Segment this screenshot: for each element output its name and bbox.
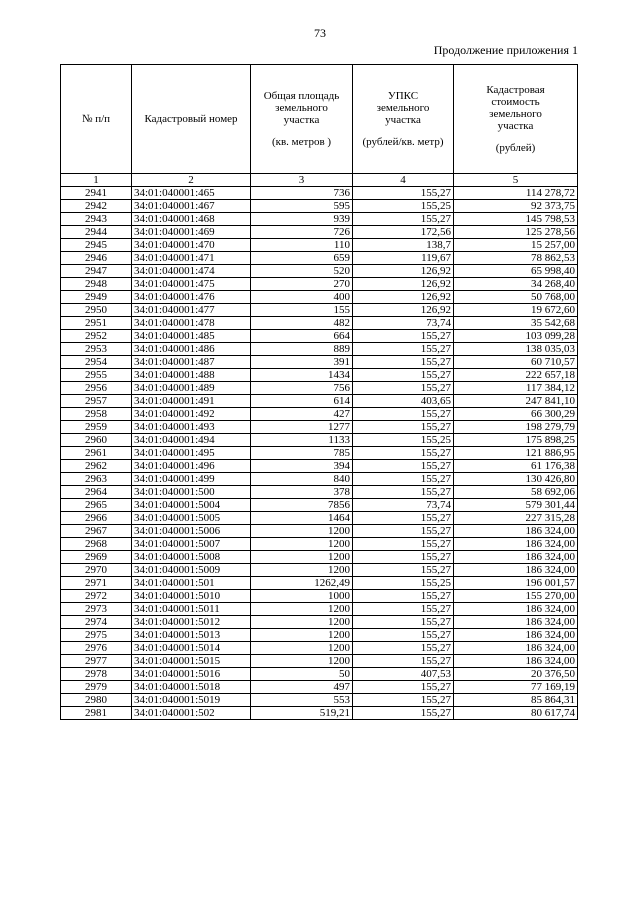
column-number: 5 [454, 174, 578, 187]
cadastral-table [60, 64, 578, 720]
land-area: 1200 [251, 616, 353, 629]
land-area: 110 [251, 239, 353, 252]
upks-value: 403,65 [353, 395, 454, 408]
upks-value: 155,27 [353, 642, 454, 655]
row-index: 2954 [61, 356, 132, 369]
upks-value: 155,27 [353, 707, 454, 720]
cadastral-value: 77 169,19 [454, 681, 578, 694]
upks-value: 155,25 [353, 200, 454, 213]
table-row [61, 278, 578, 291]
upks-value: 73,74 [353, 499, 454, 512]
land-area: 726 [251, 226, 353, 239]
row-index: 2958 [61, 408, 132, 421]
upks-value: 155,27 [353, 343, 454, 356]
upks-value: 126,92 [353, 304, 454, 317]
row-index: 2956 [61, 382, 132, 395]
table-row [61, 707, 578, 720]
header-text: участка [283, 114, 320, 126]
land-area: 519,21 [251, 707, 353, 720]
table-row [61, 564, 578, 577]
row-index: 2952 [61, 330, 132, 343]
header-cadastral-value [454, 65, 578, 174]
header-text: стоимость [491, 96, 540, 108]
land-area: 595 [251, 200, 353, 213]
cadastral-number: 34:01:040001:5009 [132, 564, 251, 577]
header-unit: (рублей/кв. метр) [362, 136, 444, 148]
cadastral-value: 186 324,00 [454, 629, 578, 642]
row-index: 2953 [61, 343, 132, 356]
upks-value: 155,27 [353, 590, 454, 603]
cadastral-value: 92 373,75 [454, 200, 578, 213]
land-area: 391 [251, 356, 353, 369]
table-row [61, 213, 578, 226]
cadastral-value: 186 324,00 [454, 655, 578, 668]
row-index: 2977 [61, 655, 132, 668]
cadastral-value: 186 324,00 [454, 538, 578, 551]
row-index: 2948 [61, 278, 132, 291]
cadastral-number: 34:01:040001:5010 [132, 590, 251, 603]
cadastral-value: 66 300,29 [454, 408, 578, 421]
upks-value: 155,27 [353, 447, 454, 460]
table-row [61, 252, 578, 265]
table-row [61, 655, 578, 668]
cadastral-value: 65 998,40 [454, 265, 578, 278]
upks-value: 155,27 [353, 681, 454, 694]
row-index: 2970 [61, 564, 132, 577]
cadastral-number: 34:01:040001:502 [132, 707, 251, 720]
header-text: участка [385, 114, 421, 126]
table-row [61, 499, 578, 512]
table-row [61, 187, 578, 200]
header-unit: (кв. метров ) [271, 136, 332, 148]
land-area: 785 [251, 447, 353, 460]
cadastral-number: 34:01:040001:485 [132, 330, 251, 343]
cadastral-value: 222 657,18 [454, 369, 578, 382]
cadastral-number: 34:01:040001:487 [132, 356, 251, 369]
cadastral-value: 103 099,28 [454, 330, 578, 343]
table-row [61, 265, 578, 278]
upks-value: 155,27 [353, 629, 454, 642]
row-index: 2975 [61, 629, 132, 642]
table-body [61, 187, 578, 720]
upks-value: 407,53 [353, 668, 454, 681]
upks-value: 155,27 [353, 512, 454, 525]
table-row [61, 603, 578, 616]
upks-value: 155,27 [353, 356, 454, 369]
table-row [61, 681, 578, 694]
header-text: № п/п [81, 113, 111, 125]
cadastral-number: 34:01:040001:486 [132, 343, 251, 356]
cadastral-value: 80 617,74 [454, 707, 578, 720]
column-number: 3 [251, 174, 353, 187]
land-area: 840 [251, 473, 353, 486]
row-index: 2976 [61, 642, 132, 655]
upks-value: 126,92 [353, 278, 454, 291]
upks-value: 155,27 [353, 473, 454, 486]
cadastral-number: 34:01:040001:467 [132, 200, 251, 213]
land-area: 1200 [251, 525, 353, 538]
cadastral-number: 34:01:040001:478 [132, 317, 251, 330]
land-area: 736 [251, 187, 353, 200]
row-index: 2951 [61, 317, 132, 330]
cadastral-number: 34:01:040001:494 [132, 434, 251, 447]
upks-value: 155,27 [353, 551, 454, 564]
cadastral-number: 34:01:040001:500 [132, 486, 251, 499]
cadastral-value: 186 324,00 [454, 564, 578, 577]
cadastral-number: 34:01:040001:495 [132, 447, 251, 460]
cadastral-number: 34:01:040001:5005 [132, 512, 251, 525]
row-index: 2968 [61, 538, 132, 551]
cadastral-value: 196 001,57 [454, 577, 578, 590]
cadastral-number: 34:01:040001:5007 [132, 538, 251, 551]
header-text: УПКС [387, 90, 419, 102]
row-index: 2959 [61, 421, 132, 434]
cadastral-number: 34:01:040001:475 [132, 278, 251, 291]
cadastral-value: 61 176,38 [454, 460, 578, 473]
upks-value: 126,92 [353, 265, 454, 278]
upks-value: 172,56 [353, 226, 454, 239]
cadastral-value: 34 268,40 [454, 278, 578, 291]
land-area: 664 [251, 330, 353, 343]
header-text: земельного [376, 102, 430, 114]
land-area: 1000 [251, 590, 353, 603]
cadastral-number: 34:01:040001:465 [132, 187, 251, 200]
cadastral-number: 34:01:040001:499 [132, 473, 251, 486]
cadastral-value: 125 278,56 [454, 226, 578, 239]
upks-value: 155,27 [353, 486, 454, 499]
cadastral-value: 85 864,31 [454, 694, 578, 707]
upks-value: 155,27 [353, 616, 454, 629]
upks-value: 155,27 [353, 525, 454, 538]
table-row [61, 447, 578, 460]
upks-value: 155,27 [353, 330, 454, 343]
cadastral-value: 145 798,53 [454, 213, 578, 226]
row-index: 2941 [61, 187, 132, 200]
upks-value: 155,27 [353, 694, 454, 707]
row-index: 2945 [61, 239, 132, 252]
table-row [61, 538, 578, 551]
upks-value: 155,27 [353, 655, 454, 668]
cadastral-number: 34:01:040001:5015 [132, 655, 251, 668]
table-row [61, 369, 578, 382]
cadastral-value: 60 710,57 [454, 356, 578, 369]
row-index: 2964 [61, 486, 132, 499]
table-row [61, 226, 578, 239]
cadastral-number: 34:01:040001:491 [132, 395, 251, 408]
cadastral-number: 34:01:040001:5008 [132, 551, 251, 564]
row-index: 2969 [61, 551, 132, 564]
table-row [61, 291, 578, 304]
row-index: 2943 [61, 213, 132, 226]
row-index: 2947 [61, 265, 132, 278]
header-area [251, 65, 353, 174]
cadastral-value: 78 862,53 [454, 252, 578, 265]
row-index: 2980 [61, 694, 132, 707]
row-index: 2950 [61, 304, 132, 317]
page-number: 73 [314, 26, 326, 40]
table-row [61, 434, 578, 447]
cadastral-number: 34:01:040001:470 [132, 239, 251, 252]
cadastral-number: 34:01:040001:488 [132, 369, 251, 382]
row-index: 2955 [61, 369, 132, 382]
table-row [61, 356, 578, 369]
land-area: 614 [251, 395, 353, 408]
cadastral-number: 34:01:040001:5019 [132, 694, 251, 707]
row-index: 2974 [61, 616, 132, 629]
land-area: 1200 [251, 642, 353, 655]
table-row [61, 304, 578, 317]
upks-value: 119,67 [353, 252, 454, 265]
cadastral-value: 247 841,10 [454, 395, 578, 408]
cadastral-number: 34:01:040001:471 [132, 252, 251, 265]
header-text: Общая площадь [263, 90, 340, 102]
header-index [61, 65, 132, 174]
table-row [61, 512, 578, 525]
table-row [61, 239, 578, 252]
cadastral-value: 186 324,00 [454, 603, 578, 616]
cadastral-value: 58 692,06 [454, 486, 578, 499]
cadastral-value: 50 768,00 [454, 291, 578, 304]
upks-value: 155,27 [353, 538, 454, 551]
row-index: 2942 [61, 200, 132, 213]
table-row [61, 460, 578, 473]
table-row [61, 694, 578, 707]
land-area: 1200 [251, 655, 353, 668]
cadastral-number: 34:01:040001:5018 [132, 681, 251, 694]
land-area: 427 [251, 408, 353, 421]
cadastral-value: 121 886,95 [454, 447, 578, 460]
cadastral-number: 34:01:040001:489 [132, 382, 251, 395]
upks-value: 155,27 [353, 382, 454, 395]
land-area: 1277 [251, 421, 353, 434]
land-area: 1133 [251, 434, 353, 447]
cadastral-value: 117 384,12 [454, 382, 578, 395]
land-area: 889 [251, 343, 353, 356]
upks-value: 155,27 [353, 213, 454, 226]
row-index: 2960 [61, 434, 132, 447]
header-text: Кадастровый номер [144, 113, 238, 125]
cadastral-number: 34:01:040001:493 [132, 421, 251, 434]
cadastral-number: 34:01:040001:474 [132, 265, 251, 278]
row-index: 2957 [61, 395, 132, 408]
cadastral-value: 227 315,28 [454, 512, 578, 525]
land-area: 553 [251, 694, 353, 707]
upks-value: 155,27 [353, 408, 454, 421]
upks-value: 138,7 [353, 239, 454, 252]
land-area: 497 [251, 681, 353, 694]
land-area: 155 [251, 304, 353, 317]
cadastral-value: 15 257,00 [454, 239, 578, 252]
table-row [61, 395, 578, 408]
cadastral-value: 175 898,25 [454, 434, 578, 447]
header-text: участка [497, 120, 534, 132]
cadastral-number: 34:01:040001:469 [132, 226, 251, 239]
land-area: 1200 [251, 564, 353, 577]
land-area: 1434 [251, 369, 353, 382]
column-number: 4 [353, 174, 454, 187]
header-text: Кадастровая [486, 84, 545, 96]
upks-value: 126,92 [353, 291, 454, 304]
upks-value: 73,74 [353, 317, 454, 330]
land-area: 939 [251, 213, 353, 226]
table-row [61, 486, 578, 499]
land-area: 756 [251, 382, 353, 395]
cadastral-value: 186 324,00 [454, 616, 578, 629]
table-row [61, 317, 578, 330]
table-row [61, 668, 578, 681]
cadastral-number: 34:01:040001:5011 [132, 603, 251, 616]
land-area: 482 [251, 317, 353, 330]
row-index: 2978 [61, 668, 132, 681]
cadastral-number: 34:01:040001:5012 [132, 616, 251, 629]
cadastral-number: 34:01:040001:5016 [132, 668, 251, 681]
upks-value: 155,27 [353, 460, 454, 473]
table-row [61, 330, 578, 343]
header-upks [353, 65, 454, 174]
table-row [61, 551, 578, 564]
table-row [61, 642, 578, 655]
cadastral-number: 34:01:040001:501 [132, 577, 251, 590]
cadastral-number: 34:01:040001:5004 [132, 499, 251, 512]
cadastral-value: 114 278,72 [454, 187, 578, 200]
land-area: 659 [251, 252, 353, 265]
table-row [61, 616, 578, 629]
table-row [61, 343, 578, 356]
appendix-note: Продолжение приложения 1 [433, 43, 578, 57]
row-index: 2962 [61, 460, 132, 473]
cadastral-value: 186 324,00 [454, 551, 578, 564]
column-number-row [61, 174, 578, 187]
table-row [61, 200, 578, 213]
land-area: 1262,49 [251, 577, 353, 590]
land-area: 1200 [251, 538, 353, 551]
cadastral-value: 130 426,80 [454, 473, 578, 486]
column-number: 1 [61, 174, 132, 187]
upks-value: 155,25 [353, 577, 454, 590]
row-index: 2967 [61, 525, 132, 538]
cadastral-value: 155 270,00 [454, 590, 578, 603]
row-index: 2963 [61, 473, 132, 486]
header-cadastral-number [132, 65, 251, 174]
land-area: 1200 [251, 551, 353, 564]
land-area: 378 [251, 486, 353, 499]
table-row [61, 590, 578, 603]
table-row [61, 473, 578, 486]
row-index: 2979 [61, 681, 132, 694]
header-text: земельного [275, 102, 328, 114]
header-row [61, 65, 578, 174]
land-area: 1464 [251, 512, 353, 525]
cadastral-value: 579 301,44 [454, 499, 578, 512]
land-area: 1200 [251, 603, 353, 616]
upks-value: 155,27 [353, 564, 454, 577]
cadastral-number: 34:01:040001:476 [132, 291, 251, 304]
table-row [61, 382, 578, 395]
table-row [61, 629, 578, 642]
land-area: 7856 [251, 499, 353, 512]
land-area: 394 [251, 460, 353, 473]
upks-value: 155,25 [353, 434, 454, 447]
row-index: 2966 [61, 512, 132, 525]
cadastral-number: 34:01:040001:468 [132, 213, 251, 226]
cadastral-number: 34:01:040001:5014 [132, 642, 251, 655]
land-area: 520 [251, 265, 353, 278]
row-index: 2972 [61, 590, 132, 603]
row-index: 2949 [61, 291, 132, 304]
cadastral-number: 34:01:040001:496 [132, 460, 251, 473]
header-unit: (рублей) [495, 142, 536, 154]
cadastral-number: 34:01:040001:5013 [132, 629, 251, 642]
table-row [61, 421, 578, 434]
upks-value: 155,27 [353, 421, 454, 434]
land-area: 1200 [251, 629, 353, 642]
table-row [61, 577, 578, 590]
cadastral-number: 34:01:040001:477 [132, 304, 251, 317]
upks-value: 155,27 [353, 369, 454, 382]
cadastral-value: 20 376,50 [454, 668, 578, 681]
land-area: 270 [251, 278, 353, 291]
row-index: 2946 [61, 252, 132, 265]
table-row [61, 525, 578, 538]
row-index: 2965 [61, 499, 132, 512]
cadastral-value: 198 279,79 [454, 421, 578, 434]
row-index: 2944 [61, 226, 132, 239]
header-text: земельного [489, 108, 542, 120]
cadastral-number: 34:01:040001:492 [132, 408, 251, 421]
upks-value: 155,27 [353, 187, 454, 200]
row-index: 2961 [61, 447, 132, 460]
cadastral-value: 19 672,60 [454, 304, 578, 317]
table-row [61, 408, 578, 421]
upks-value: 155,27 [353, 603, 454, 616]
column-number: 2 [132, 174, 251, 187]
row-index: 2973 [61, 603, 132, 616]
cadastral-value: 35 542,68 [454, 317, 578, 330]
cadastral-value: 186 324,00 [454, 525, 578, 538]
cadastral-value: 186 324,00 [454, 642, 578, 655]
cadastral-number: 34:01:040001:5006 [132, 525, 251, 538]
row-index: 2971 [61, 577, 132, 590]
cadastral-value: 138 035,03 [454, 343, 578, 356]
land-area: 400 [251, 291, 353, 304]
row-index: 2981 [61, 707, 132, 720]
land-area: 50 [251, 668, 353, 681]
